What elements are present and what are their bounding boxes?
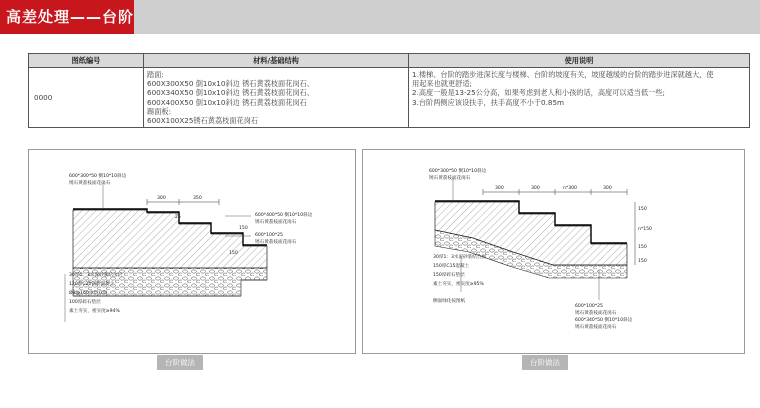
side-dim-label: 150: [638, 245, 647, 250]
material-line: 600X340X50 倒10x10斜边 锈石黄荔枝面花岗石、: [147, 88, 314, 98]
dim-label: 300: [157, 196, 166, 201]
col-header-instructions: 使用说明: [409, 54, 750, 68]
bottom-label: 600*340*50 倒10*10斜边: [575, 318, 633, 323]
label-top-spec: 600*300*50 倒10*10斜边: [429, 169, 487, 174]
drawing-panel-right: [362, 149, 745, 354]
table-header-row: [29, 54, 750, 68]
col-header-materials: 材料/基础结构: [144, 54, 409, 68]
dim-label: 300: [531, 186, 540, 191]
side-dim-label: 150: [638, 207, 647, 212]
dim-label: 300: [603, 186, 612, 191]
cell-drawing-code: 0000: [29, 68, 144, 128]
bottom-label: 锈石黄荔枝面花岗石: [575, 311, 617, 316]
dim-label: 150: [239, 226, 248, 231]
instruction-line: 用起来也就更舒适;: [412, 79, 472, 89]
side-dim-label: 150: [638, 259, 647, 264]
bottom-label: 锈石黄荔枝面花岗石: [575, 325, 617, 330]
layer-label: 120厚C20钢筋混凝土: [69, 282, 115, 287]
label-right-material-2: 锈石黄荔枝面花岗石: [255, 240, 297, 245]
drawing-panel-left: [28, 149, 356, 354]
material-line: 踢面板:: [147, 106, 171, 116]
cell-materials: [144, 68, 409, 128]
section-drawing-left: [29, 150, 357, 355]
bottom-label: 600*100*25: [575, 304, 603, 309]
layer-label: 侧面绿化按图纸: [433, 299, 466, 304]
layer-label: 素土夯实，密实度≥95%: [433, 282, 484, 287]
dim-label: 300: [495, 186, 504, 191]
instruction-line: 1.楼梯、台阶的踏步进深长度与楼梯、台阶的坡度有关，坡度越缓的台阶的踏步进深就越大，使: [412, 70, 714, 79]
instruction-line: 3.台阶两侧应该设扶手，扶手高度不小于0.85m: [412, 97, 565, 107]
label-top-spec: 600*300*50 倒10*10斜边: [69, 174, 127, 179]
label-right-material: 锈石黄荔枝面花岗石: [255, 220, 297, 225]
section-drawing-right: [363, 150, 746, 355]
material-line: 600X400X50 倒10x10斜边 锈石黄荔枝面花岗石: [147, 97, 307, 107]
spec-table: [28, 53, 750, 128]
title-block: [0, 0, 134, 34]
dim-label: n*300: [563, 186, 577, 191]
col-header-code: 图纸编号: [29, 54, 144, 68]
instruction-line: 2.高度一般是13-25公分高，如果考虑到老人和小孩的话，高度可以适当低一些;: [412, 88, 665, 98]
caption-right: 台阶做法: [522, 355, 568, 370]
dim-label: 150: [229, 251, 238, 256]
side-dim-label: n*150: [638, 227, 652, 232]
layer-label: Ø8@150单层双向: [69, 291, 108, 296]
label-right-spec-2: 600*100*25: [255, 233, 283, 238]
label-top-material: 锈石黄荔枝面花岗石: [429, 176, 471, 181]
table-row: [29, 68, 750, 128]
material-line: 600X100X25锈石黄荔枝面花岗石: [147, 116, 259, 126]
page-title: 高差处理——台阶: [6, 8, 135, 26]
dim-label: 25: [175, 215, 181, 220]
layer-label: 150厚C15混凝土: [433, 264, 470, 269]
layer-label: 30厚1：3水泥砂浆结合层: [433, 255, 487, 260]
layer-label: 150厚碎石垫层: [433, 273, 465, 278]
label-top-material: 锈石黄荔枝面花岗石: [69, 181, 111, 186]
cell-instructions: [409, 68, 750, 128]
layer-label: 素土夯实，密实度≥94%: [69, 309, 120, 314]
dim-label: 350: [193, 196, 202, 201]
material-line: 踏面:: [147, 70, 164, 79]
layer-label: 100厚碎石垫层: [69, 300, 101, 305]
label-right-spec: 600*400*50 倒10*10斜边: [255, 213, 313, 218]
caption-left: 台阶做法: [157, 355, 203, 370]
layer-label: 30厚1：3水泥砂浆结合层: [69, 273, 123, 278]
material-line: 600X300X50 倒10x10斜边 锈石黄荔枝面花岗石、: [147, 79, 314, 89]
